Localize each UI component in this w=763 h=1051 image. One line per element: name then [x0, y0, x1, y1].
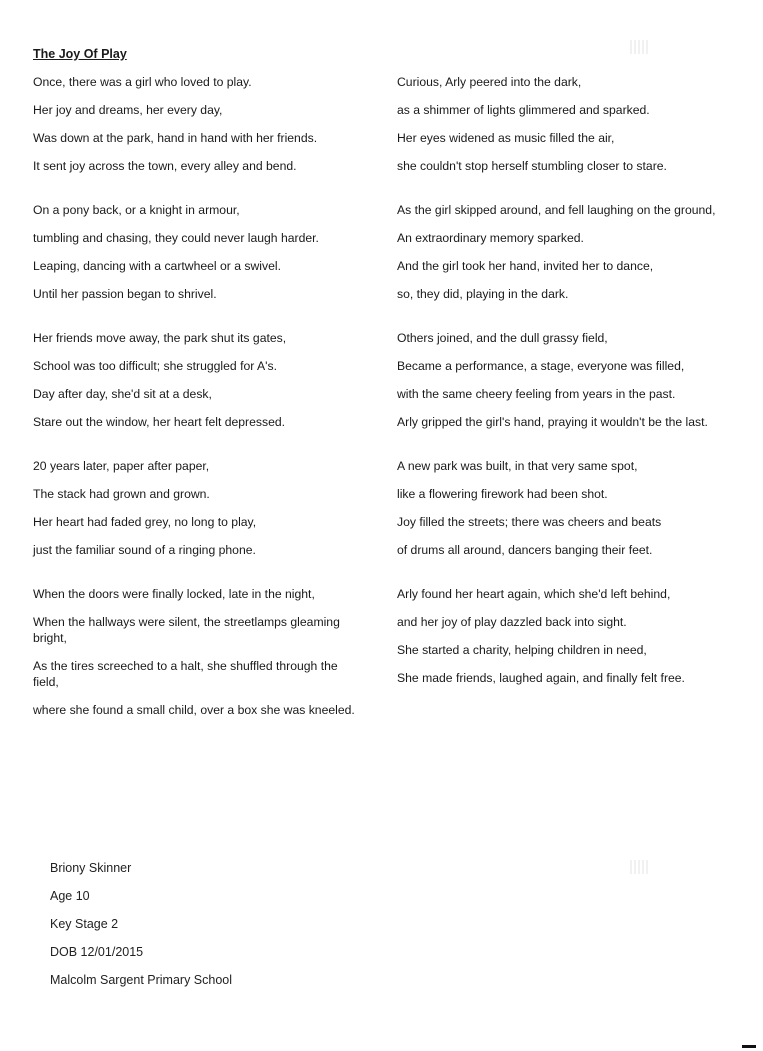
poem-line: Her friends move away, the park shut its gates,: [33, 331, 287, 345]
scan-artifact: [630, 860, 648, 874]
author-key-stage: Key Stage 2: [50, 917, 119, 931]
stanza: [397, 586, 737, 686]
poem-line: As the tires screeched to a halt, she shuffled through the field,: [33, 659, 338, 689]
scan-mark: [742, 1045, 756, 1048]
poem-line: She made friends, laughed again, and finally felt free.: [397, 671, 685, 685]
stanza: [397, 74, 737, 174]
poem-line: A new park was built, in that very same spot,: [397, 459, 638, 473]
poem-line: School was too difficult; she struggled for A's.: [33, 359, 277, 373]
poem-line: Her joy and dreams, her every day,: [33, 103, 223, 117]
poem-line: Arly found her heart again, which she'd left behind,: [397, 587, 671, 601]
poem-line: It sent joy across the town, every alley and bend.: [33, 159, 297, 173]
poem-line: On a pony back, or a knight in armour,: [33, 203, 240, 217]
stanza: [33, 586, 363, 718]
poem-line: She started a charity, helping children in need,: [397, 643, 647, 657]
poem-line: just the familiar sound of a ringing phone.: [33, 543, 256, 557]
poem-line: And the girl took her hand, invited her to dance,: [397, 259, 654, 273]
poem-line: Leaping, dancing with a cartwheel or a swivel.: [33, 259, 281, 273]
author-details: [50, 860, 350, 1000]
poem-line: Arly gripped the girl's hand, praying it wouldn't be the last.: [397, 415, 708, 429]
stanza: [33, 74, 363, 174]
author-age: Age 10: [50, 889, 90, 903]
stanza: [397, 202, 737, 302]
stanza: [397, 458, 737, 558]
stanza: [33, 202, 363, 302]
poem-line: The stack had grown and grown.: [33, 487, 210, 501]
poem-title: The Joy Of Play: [33, 47, 127, 61]
poem-line: so, they did, playing in the dark.: [397, 287, 569, 301]
poem-line: like a flowering firework had been shot.: [397, 487, 608, 501]
poem-line: tumbling and chasing, they could never laugh harder.: [33, 231, 319, 245]
scan-artifact: [630, 40, 648, 54]
poem-line: Was down at the park, hand in hand with her friends.: [33, 131, 318, 145]
author-name: Briony Skinner: [50, 861, 132, 875]
poem-line: and her joy of play dazzled back into sight.: [397, 615, 627, 629]
stanza: [33, 330, 363, 430]
author-dob: DOB 12/01/2015: [50, 945, 144, 959]
stanza: [33, 458, 363, 558]
poem-line: where she found a small child, over a box she was kneeled.: [33, 703, 355, 717]
poem-line: she couldn't stop herself stumbling closer to stare.: [397, 159, 667, 173]
poem-line: Day after day, she'd sit at a desk,: [33, 387, 212, 401]
poem-line: with the same cheery feeling from years in the past.: [397, 387, 676, 401]
poem-right-column: [397, 74, 737, 714]
poem-line: Until her passion began to shrivel.: [33, 287, 217, 301]
poem-line: Became a performance, a stage, everyone was filled,: [397, 359, 685, 373]
poem-line: Her heart had faded grey, no long to play,: [33, 515, 257, 529]
poem-line: An extraordinary memory sparked.: [397, 231, 584, 245]
stanza: [397, 330, 737, 430]
poem-line: Once, there was a girl who loved to play.: [33, 75, 252, 89]
poem-line: Others joined, and the dull grassy field,: [397, 331, 608, 345]
poem-line: Curious, Arly peered into the dark,: [397, 75, 582, 89]
poem-left-column: [33, 74, 363, 746]
poem-line: as a shimmer of lights glimmered and sparked.: [397, 103, 650, 117]
poem-line: Joy filled the streets; there was cheers and beats: [397, 515, 662, 529]
poem-line: Her eyes widened as music filled the air,: [397, 131, 615, 145]
poem-line: of drums all around, dancers banging their feet.: [397, 543, 653, 557]
poem-line: 20 years later, paper after paper,: [33, 459, 210, 473]
author-school: Malcolm Sargent Primary School: [50, 973, 233, 987]
poem-line: As the girl skipped around, and fell laughing on the ground,: [397, 203, 716, 217]
poem-line: When the hallways were silent, the streetlamps gleaming bright,: [33, 615, 340, 645]
poem-line: Stare out the window, her heart felt depressed.: [33, 415, 286, 429]
poem-line: When the doors were finally locked, late in the night,: [33, 587, 315, 601]
